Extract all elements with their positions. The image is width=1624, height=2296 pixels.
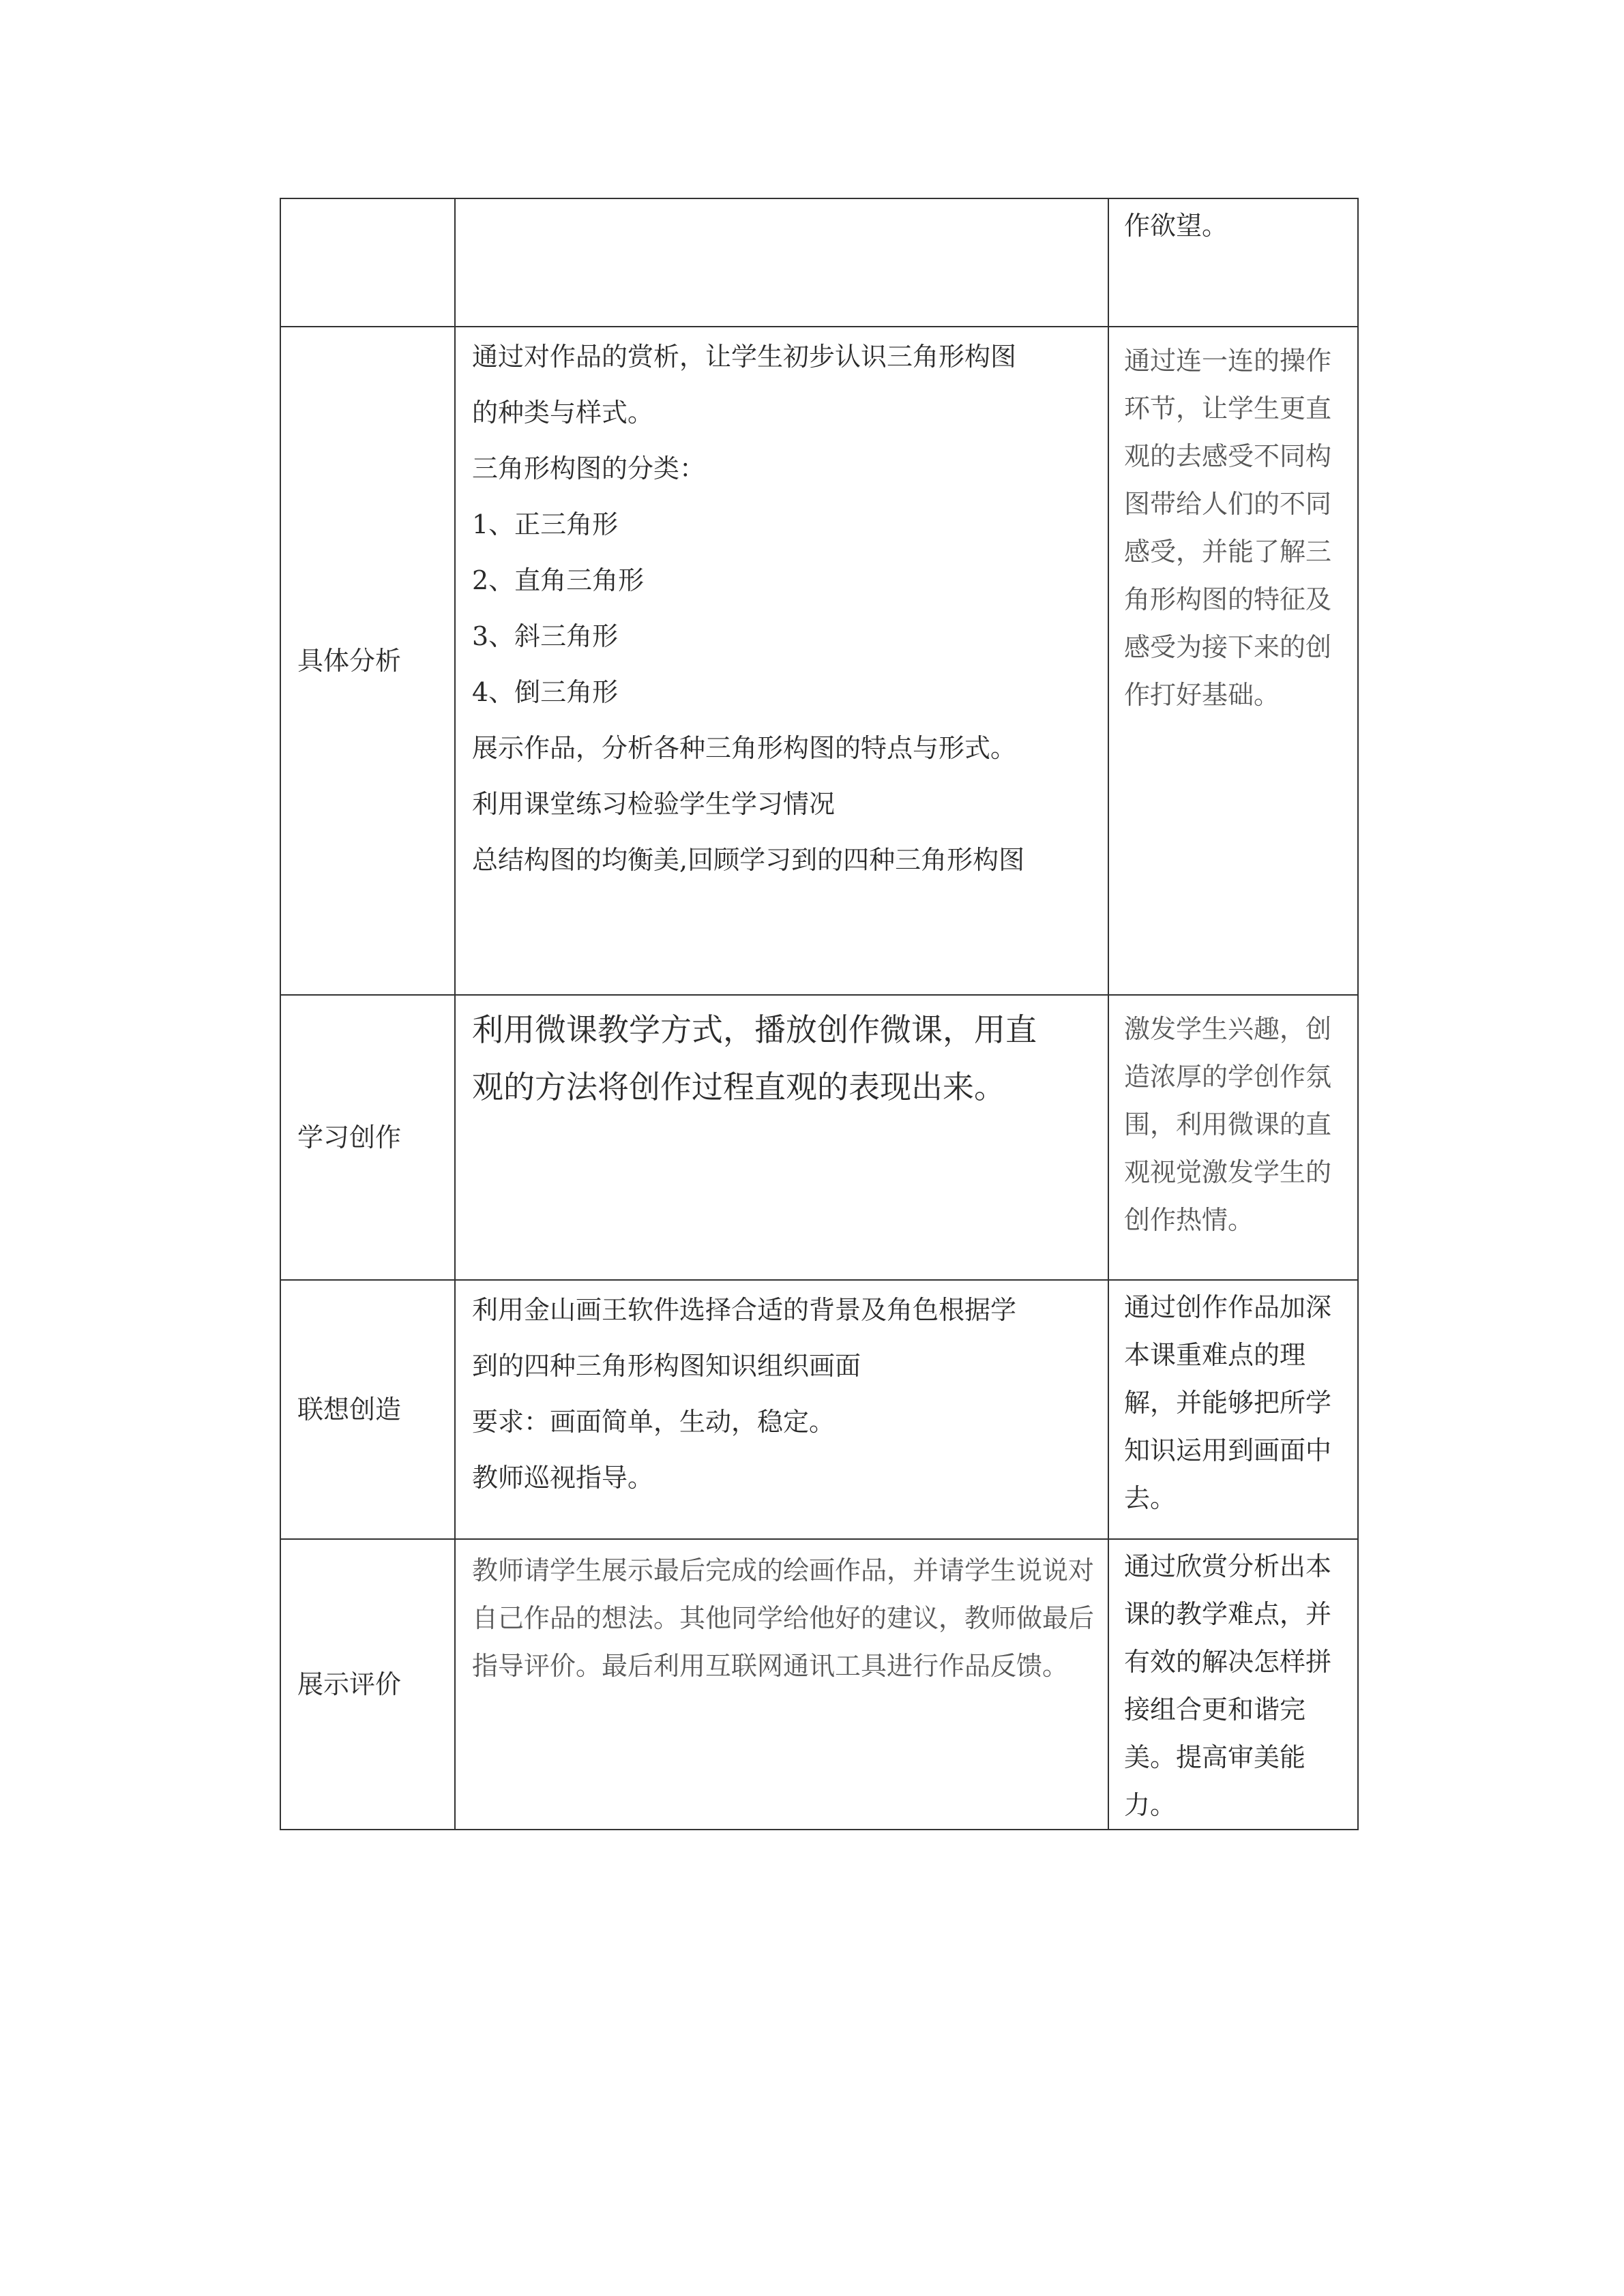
row-content-cell [455, 1539, 1108, 1830]
content-line: 展示作品，分析各种三角形构图的特点与形式。 [472, 733, 1017, 763]
content-line: 1、正三角形 [472, 509, 619, 539]
intent-text: 作欲望。 [1124, 211, 1228, 241]
row-label: 展示评价 [297, 1669, 402, 1699]
row-intent-cell [1108, 327, 1358, 995]
content-line: 3、斜三角形 [472, 621, 619, 651]
content-line: 三角形构图的分类： [472, 453, 706, 483]
intent-text: 通过欣赏分析出本课的教学难点，并有效的解决怎样拼接组合更和谐完美。提高审美能力。 [1124, 1551, 1332, 1820]
content-line: 4、倒三角形 [472, 677, 619, 707]
content-line: 观的方法将创作过程直观的表现出来。 [472, 1069, 1005, 1105]
row-content-cell [455, 198, 1108, 327]
row-content-cell [455, 327, 1108, 995]
row-label-cell [280, 1539, 455, 1830]
row-label-cell [280, 1280, 455, 1539]
intent-text: 通过连一连的操作环节，让学生更直观的去感受不同构图带给人们的不同感受，并能了解三角形构图的特征及感受为接下来的创作打好基础。 [1124, 346, 1332, 710]
intent-text: 通过创作作品加深本课重难点的理解，并能够把所学知识运用到画面中去。 [1124, 1292, 1332, 1513]
row-intent-cell [1108, 198, 1358, 327]
content-line: 的种类与样式。 [472, 398, 654, 428]
lesson-plan-table [280, 198, 1359, 1830]
row-intent-cell [1108, 1539, 1358, 1830]
content-line: 总结构图的均衡美,回顾学习到的四种三角形构图 [472, 845, 1025, 875]
content-line: 利用课堂练习检验学生学习情况 [472, 789, 836, 819]
intent-text: 激发学生兴趣，创造浓厚的学创作氛围，利用微课的直观视觉激发学生的创作热情。 [1124, 1014, 1332, 1235]
content-line: 利用金山画王软件选择合适的背景及角色根据学 [472, 1295, 1017, 1325]
content-line: 要求：画面简单，生动，稳定。 [472, 1407, 836, 1437]
table-row-association-creation [280, 1280, 1358, 1539]
content-line: 教师巡视指导。 [472, 1463, 654, 1493]
row-label-cell [280, 327, 455, 995]
content-paragraph: 教师请学生展示最后完成的绘画作品，并请学生说说对自己作品的想法。其他同学给他好的建议，教师做最后指导评价。最后利用互联网通讯工具进行作品反馈。 [472, 1555, 1095, 1681]
row-intent-cell [1108, 1280, 1358, 1539]
row-label: 学习创作 [297, 1122, 402, 1152]
content-line: 利用微课教学方式，播放创作微课，用直 [472, 1011, 1037, 1048]
row-intent-cell [1108, 995, 1358, 1280]
row-content-cell [455, 1280, 1108, 1539]
table-row-analysis [280, 327, 1358, 995]
row-label-cell [280, 995, 455, 1280]
content-line: 通过对作品的赏析，让学生初步认识三角形构图 [472, 342, 1017, 372]
row-content-cell [455, 995, 1108, 1280]
row-label: 具体分析 [297, 646, 402, 676]
table-row-display-evaluation [280, 1539, 1358, 1830]
content-line: 到的四种三角形构图知识组织画面 [472, 1351, 861, 1381]
row-label: 联想创造 [297, 1395, 402, 1425]
table-row-continuation [280, 198, 1358, 327]
content-line: 2、直角三角形 [472, 565, 645, 595]
row-label-cell [280, 198, 455, 327]
table-row-learning-creation [280, 995, 1358, 1280]
